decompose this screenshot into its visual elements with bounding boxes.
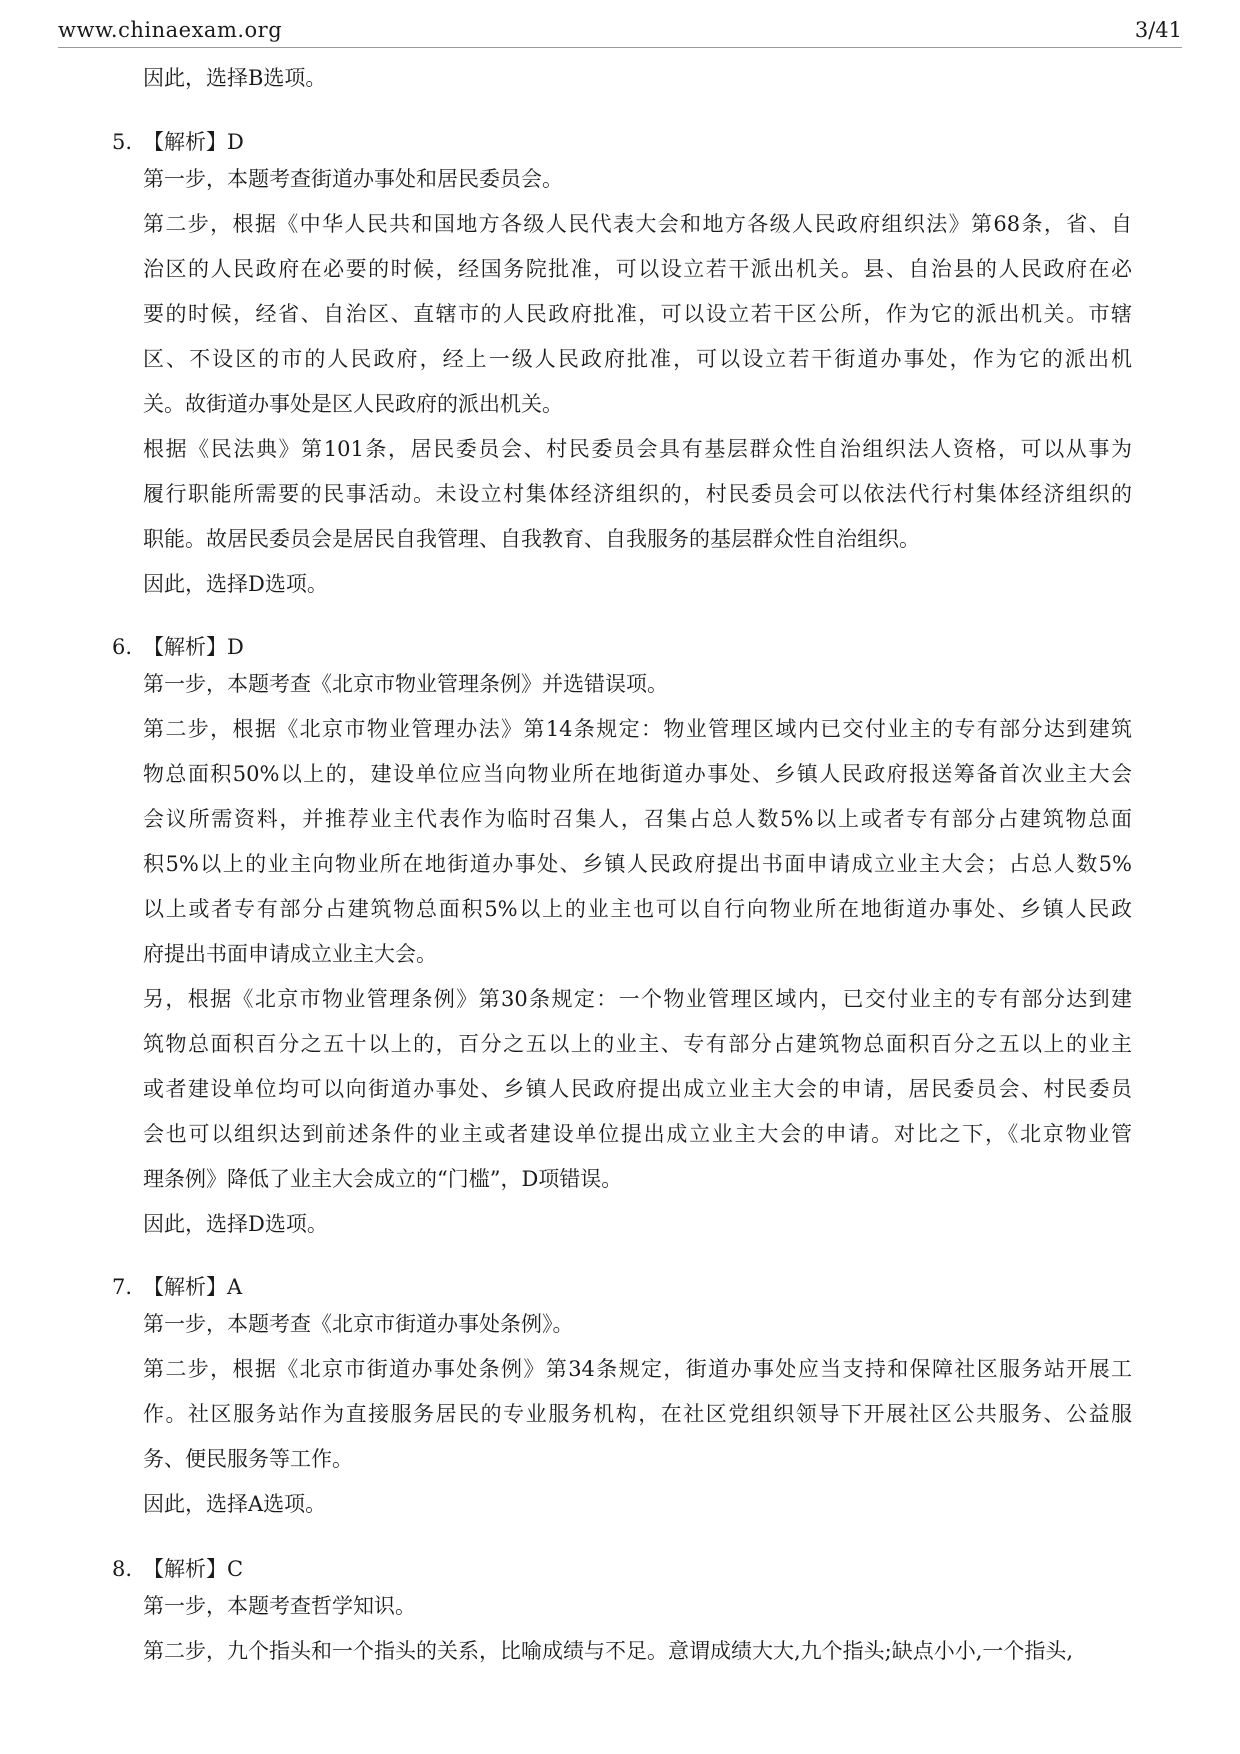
paragraph-line: 区、不设区的市的人民政府，经上一级人民政府批准，可以设立若干街道办事处，作为它的派出机: [143, 347, 1132, 371]
paragraph-line: 作。社区服务站作为直接服务居民的专业服务机构，在社区党组织领导下开展社区公共服务、公益服: [143, 1402, 1132, 1426]
page-number: 3/41: [1134, 18, 1182, 42]
analysis-label: 【解析】: [143, 1557, 227, 1581]
paragraph-line: 第二步，根据《中华人民共和国地方各级人民代表大会和地方各级人民政府组织法》第68条，省、自: [143, 212, 1132, 236]
paragraph-line: 第二步，根据《北京市街道办事处条例》第34条规定，街道办事处应当支持和保障社区服务站开展工: [143, 1357, 1132, 1381]
header-divider: [58, 47, 1182, 48]
paragraph-line: 会也可以组织达到前述条件的业主或者建设单位提出成立业主大会的申请。对比之下，《北京物业管: [143, 1122, 1132, 1146]
answer-letter: C: [227, 1557, 244, 1581]
paragraph-line: 物总面积50%以上的，建设单位应当向物业所在地街道办事处、乡镇人民政府报送筹备首次业主大会: [143, 762, 1132, 786]
paragraph-line: 治区的人民政府在必要的时候，经国务院批准，可以设立若干派出机关。县、自治县的人民政府在必: [143, 257, 1132, 281]
paragraph-line: 因此，选择D选项。: [143, 572, 328, 596]
paragraph-line: 第二步，九个指头和一个指头的关系，比喻成绩与不足。意谓成绩大大,九个指头;缺点小小,一个指头,: [143, 1639, 1074, 1663]
paragraph-line: 因此，选择B选项。: [143, 66, 327, 90]
paragraph-line: 务、便民服务等工作。: [143, 1447, 353, 1471]
paragraph-line: 因此，选择A选项。: [143, 1492, 327, 1516]
paragraph-line: 职能。故居民委员会是居民自我管理、自我教育、自我服务的基层群众性自治组织。: [143, 527, 920, 551]
paragraph-line: 理条例》降低了业主大会成立的“门槛”，D项错误。: [143, 1167, 623, 1191]
paragraph-line: 因此，选择D选项。: [143, 1212, 328, 1236]
paragraph-line: 第二步，根据《北京市物业管理办法》第14条规定：物业管理区域内已交付业主的专有部分达到建筑: [143, 717, 1132, 741]
paragraph-line: 或者建设单位均可以向街道办事处、乡镇人民政府提出成立业主大会的申请，居民委员会、村民委员: [143, 1077, 1132, 1101]
question-number: 7.: [112, 1275, 133, 1299]
paragraph-line: 履行职能所需要的民事活动。未设立村集体经济组织的，村民委员会可以依法代行村集体经济组织的: [143, 482, 1132, 506]
question-number: 8.: [112, 1557, 133, 1581]
answer-letter: D: [227, 130, 244, 154]
analysis-label: 【解析】: [143, 635, 227, 659]
question-number: 6.: [112, 635, 133, 659]
paragraph-line: 根据《民法典》第101条，居民委员会、村民委员会具有基层群众性自治组织法人资格，可以从事为: [143, 437, 1132, 461]
site-url: www.chinaexam.org: [58, 18, 283, 42]
paragraph-line: 筑物总面积百分之五十以上的，百分之五以上的业主、专有部分占建筑物总面积百分之五以上的业主: [143, 1032, 1132, 1056]
paragraph-line: 以上或者专有部分占建筑物总面积5%以上的业主也可以自行向物业所在地街道办事处、乡镇人民政: [143, 897, 1132, 921]
paragraph-line: 关。故街道办事处是区人民政府的派出机关。: [143, 392, 563, 416]
paragraph-line: 第一步，本题考查哲学知识。: [143, 1594, 416, 1618]
paragraph-line: 第一步，本题考查街道办事处和居民委员会。: [143, 167, 563, 191]
paragraph-line: 第一步，本题考查《北京市街道办事处条例》。: [143, 1312, 574, 1336]
paragraph-line: 府提出书面申请成立业主大会。: [143, 942, 437, 966]
paragraph-line: 第一步，本题考查《北京市物业管理条例》并选错误项。: [143, 672, 668, 696]
answer-letter: A: [227, 1275, 243, 1299]
analysis-label: 【解析】: [143, 1275, 227, 1299]
paragraph-line: 积5%以上的业主向物业所在地街道办事处、乡镇人民政府提出书面申请成立业主大会；占总人数5%: [143, 852, 1132, 876]
analysis-label: 【解析】: [143, 130, 227, 154]
paragraph-line: 要的时候，经省、自治区、直辖市的人民政府批准，可以设立若干区公所，作为它的派出机关。市辖: [143, 302, 1132, 326]
paragraph-line: 另，根据《北京市物业管理条例》第30条规定：一个物业管理区域内，已交付业主的专有部分达到建: [143, 987, 1132, 1011]
question-number: 5.: [112, 130, 133, 154]
answer-letter: D: [227, 635, 244, 659]
paragraph-line: 会议所需资料，并推荐业主代表作为临时召集人，召集占总人数5%以上或者专有部分占建筑物总面: [143, 807, 1132, 831]
